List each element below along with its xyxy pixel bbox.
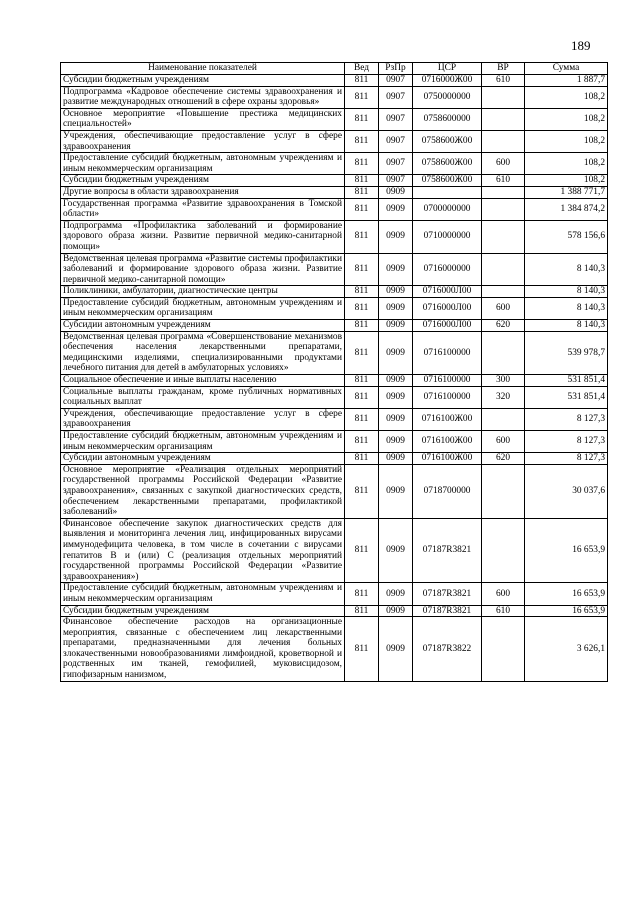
cell-rzpr: 0907 — [379, 175, 413, 187]
cell-vr — [482, 198, 525, 220]
cell-rzpr: 0907 — [379, 75, 413, 87]
cell-name: Учреждения, обеспечивающие предоставление услуг в сфере здравоохранения — [61, 130, 345, 152]
cell-ved: 811 — [345, 297, 379, 319]
cell-name: Предоставление субсидий бюджетным, автономным учреждениям и иным некоммерческим организациям — [61, 431, 345, 453]
header-vr: ВР — [482, 63, 525, 75]
cell-csr: 0718700000 — [413, 464, 482, 518]
table-body — [61, 75, 608, 682]
cell-sum: 8 127,3 — [525, 408, 608, 430]
cell-rzpr: 0909 — [379, 297, 413, 319]
cell-ved: 811 — [345, 617, 379, 682]
cell-sum: 8 140,3 — [525, 320, 608, 332]
cell-name: Основное мероприятие «Реализация отдельных мероприятий государственной программы Российской Федерации «Развитие здравоохранения», связанных с закупкой диагностических средств, обеспечением лекарственными препаратами, профилактикой заболеваний» — [61, 464, 345, 518]
cell-csr: 0758600Ж00 — [413, 175, 482, 187]
cell-csr: 0716000Л00 — [413, 297, 482, 319]
table-row — [61, 431, 608, 453]
cell-ved: 811 — [345, 431, 379, 453]
table-row — [61, 86, 608, 108]
cell-csr: 0758600Ж00 — [413, 153, 482, 175]
cell-sum: 108,2 — [525, 153, 608, 175]
table-row — [61, 375, 608, 387]
cell-vr: 320 — [482, 386, 525, 408]
cell-ved: 811 — [345, 75, 379, 87]
cell-name: Подпрограмма «Кадровое обеспечение системы здравоохранения и развитие международных отношений в сфере охраны здоровья» — [61, 86, 345, 108]
cell-sum: 108,2 — [525, 175, 608, 187]
cell-vr: 600 — [482, 583, 525, 605]
cell-ved: 811 — [345, 86, 379, 108]
cell-vr — [482, 617, 525, 682]
cell-csr — [413, 186, 482, 198]
cell-sum: 16 653,9 — [525, 518, 608, 583]
table-row — [61, 518, 608, 583]
cell-rzpr: 0909 — [379, 331, 413, 374]
cell-sum: 8 140,3 — [525, 286, 608, 298]
cell-ved: 811 — [345, 130, 379, 152]
cell-vr: 610 — [482, 175, 525, 187]
cell-name: Финансовое обеспечение закупок диагностических средств для выявления и мониторинга лечения лиц, инфицированных вирусами иммунодефицита человека, в том числе в сочетании с вирусами гепатитов B и (или) C (реализация отдельных мероприятий государственной программы Российской Федерации «Развитие здравоохранения») — [61, 518, 345, 583]
cell-sum: 8 127,3 — [525, 453, 608, 465]
cell-csr: 0716000Л00 — [413, 320, 482, 332]
cell-ved: 811 — [345, 220, 379, 253]
cell-name: Субсидии автономным учреждениям — [61, 320, 345, 332]
table-row — [61, 297, 608, 319]
cell-name: Поликлиники, амбулатории, диагностические центры — [61, 286, 345, 298]
cell-ved: 811 — [345, 320, 379, 332]
cell-sum: 531 851,4 — [525, 375, 608, 387]
cell-rzpr: 0909 — [379, 605, 413, 617]
cell-csr: 07187R3821 — [413, 583, 482, 605]
cell-vr — [482, 253, 525, 286]
cell-rzpr: 0909 — [379, 198, 413, 220]
cell-csr: 07187R3821 — [413, 518, 482, 583]
header-rzpr: РзПр — [379, 63, 413, 75]
cell-sum: 3 626,1 — [525, 617, 608, 682]
cell-sum: 16 653,9 — [525, 605, 608, 617]
cell-csr: 0716100Ж00 — [413, 431, 482, 453]
cell-name: Субсидии бюджетным учреждениям — [61, 75, 345, 87]
cell-vr — [482, 331, 525, 374]
cell-ved: 811 — [345, 408, 379, 430]
cell-csr: 0700000000 — [413, 198, 482, 220]
cell-vr: 600 — [482, 153, 525, 175]
cell-vr — [482, 130, 525, 152]
cell-sum: 1 887,7 — [525, 75, 608, 87]
cell-rzpr: 0907 — [379, 108, 413, 130]
cell-rzpr: 0909 — [379, 186, 413, 198]
cell-rzpr: 0909 — [379, 386, 413, 408]
cell-sum: 108,2 — [525, 108, 608, 130]
table-row — [61, 186, 608, 198]
cell-name: Другие вопросы в области здравоохранения — [61, 186, 345, 198]
cell-rzpr: 0909 — [379, 453, 413, 465]
cell-vr — [482, 286, 525, 298]
cell-csr: 0710000000 — [413, 220, 482, 253]
cell-sum: 8 140,3 — [525, 253, 608, 286]
table-row — [61, 408, 608, 430]
cell-csr: 0716100000 — [413, 386, 482, 408]
header-sum: Сумма — [525, 63, 608, 75]
cell-sum: 108,2 — [525, 130, 608, 152]
cell-name: Социальное обеспечение и иные выплаты населению — [61, 375, 345, 387]
cell-vr — [482, 518, 525, 583]
cell-vr: 300 — [482, 375, 525, 387]
page-number: 189 — [571, 38, 591, 53]
cell-ved: 811 — [345, 375, 379, 387]
cell-ved: 811 — [345, 331, 379, 374]
cell-ved: 811 — [345, 108, 379, 130]
cell-rzpr: 0909 — [379, 375, 413, 387]
table-row — [61, 108, 608, 130]
table-row — [61, 130, 608, 152]
cell-vr: 600 — [482, 297, 525, 319]
cell-name: Предоставление субсидий бюджетным, автономным учреждениям и иным некоммерческим организациям — [61, 153, 345, 175]
table-row — [61, 198, 608, 220]
cell-name: Субсидии бюджетным учреждениям — [61, 605, 345, 617]
cell-rzpr: 0909 — [379, 220, 413, 253]
cell-sum: 8 127,3 — [525, 431, 608, 453]
budget-table — [60, 62, 608, 682]
cell-name: Подпрограмма «Профилактика заболеваний и формирование здорового образа жизни. Развитие первичной медико-санитарной помощи» — [61, 220, 345, 253]
cell-vr — [482, 86, 525, 108]
cell-vr — [482, 464, 525, 518]
cell-name: Основное мероприятие «Повышение престижа медицинских специальностей» — [61, 108, 345, 130]
table-row — [61, 583, 608, 605]
cell-vr: 610 — [482, 605, 525, 617]
header-csr: ЦСР — [413, 63, 482, 75]
cell-csr: 0758600000 — [413, 108, 482, 130]
table-header-row — [61, 63, 608, 75]
cell-csr: 0716000Л00 — [413, 286, 482, 298]
table-row — [61, 175, 608, 187]
cell-csr: 0758600Ж00 — [413, 130, 482, 152]
header-name: Наименование показателей — [61, 63, 345, 75]
cell-rzpr: 0909 — [379, 408, 413, 430]
cell-ved: 811 — [345, 518, 379, 583]
cell-name: Ведомственная целевая программа «Совершенствование механизмов обеспечения населения лекарственными препаратами, медицинскими изделиями, специализированными продуктами лечебного питания для детей в амбулаторных условиях» — [61, 331, 345, 374]
cell-name: Государственная программа «Развитие здравоохранения в Томской области» — [61, 198, 345, 220]
cell-sum: 8 140,3 — [525, 297, 608, 319]
cell-csr: 0716100Ж00 — [413, 408, 482, 430]
cell-sum: 1 388 771,7 — [525, 186, 608, 198]
cell-csr: 0750000000 — [413, 86, 482, 108]
cell-rzpr: 0909 — [379, 518, 413, 583]
cell-rzpr: 0909 — [379, 320, 413, 332]
cell-ved: 811 — [345, 583, 379, 605]
cell-vr — [482, 408, 525, 430]
cell-rzpr: 0907 — [379, 86, 413, 108]
cell-csr: 07187R3822 — [413, 617, 482, 682]
table-row — [61, 75, 608, 87]
table-row — [61, 453, 608, 465]
cell-sum: 539 978,7 — [525, 331, 608, 374]
cell-ved: 811 — [345, 253, 379, 286]
cell-rzpr: 0909 — [379, 286, 413, 298]
cell-rzpr: 0907 — [379, 130, 413, 152]
cell-sum: 108,2 — [525, 86, 608, 108]
cell-sum: 578 156,6 — [525, 220, 608, 253]
cell-name: Финансовое обеспечение расходов на организационные мероприятия, связанные с обеспечением лиц лекарственными препаратами, предназначенными для лечения больных злокачественными новообразованиями лимфоидной, кроветворной и родственных им тканей, гемофилией, муковисцидозом, гипофизарным нанизмом, — [61, 617, 345, 682]
cell-vr: 620 — [482, 320, 525, 332]
cell-ved: 811 — [345, 175, 379, 187]
table-row — [61, 464, 608, 518]
cell-name: Предоставление субсидий бюджетным, автономным учреждениям и иным некоммерческим организациям — [61, 583, 345, 605]
cell-name: Ведомственная целевая программа «Развитие системы профилактики заболеваний и формирование здорового образа жизни. Развитие первичной медико-санитарной помощи» — [61, 253, 345, 286]
cell-vr — [482, 186, 525, 198]
table-row — [61, 605, 608, 617]
cell-name: Предоставление субсидий бюджетным, автономным учреждениям и иным некоммерческим организациям — [61, 297, 345, 319]
table-row — [61, 617, 608, 682]
cell-rzpr: 0909 — [379, 617, 413, 682]
cell-ved: 811 — [345, 286, 379, 298]
cell-rzpr: 0909 — [379, 431, 413, 453]
cell-ved: 811 — [345, 386, 379, 408]
cell-ved: 811 — [345, 186, 379, 198]
table-row — [61, 286, 608, 298]
cell-rzpr: 0909 — [379, 253, 413, 286]
cell-sum: 1 384 874,2 — [525, 198, 608, 220]
cell-name: Субсидии автономным учреждениям — [61, 453, 345, 465]
table-row — [61, 220, 608, 253]
table-row — [61, 153, 608, 175]
cell-csr: 0716000000 — [413, 253, 482, 286]
cell-name: Учреждения, обеспечивающие предоставление услуг в сфере здравоохранения — [61, 408, 345, 430]
cell-name: Субсидии бюджетным учреждениям — [61, 175, 345, 187]
cell-rzpr: 0907 — [379, 153, 413, 175]
cell-sum: 16 653,9 — [525, 583, 608, 605]
cell-csr: 0716000Ж00 — [413, 75, 482, 87]
cell-vr: 610 — [482, 75, 525, 87]
cell-ved: 811 — [345, 198, 379, 220]
cell-rzpr: 0909 — [379, 464, 413, 518]
cell-vr: 600 — [482, 431, 525, 453]
table-row — [61, 331, 608, 374]
cell-ved: 811 — [345, 464, 379, 518]
cell-sum: 531 851,4 — [525, 386, 608, 408]
cell-vr — [482, 108, 525, 130]
cell-vr: 620 — [482, 453, 525, 465]
cell-ved: 811 — [345, 153, 379, 175]
header-ved: Вед — [345, 63, 379, 75]
cell-rzpr: 0909 — [379, 583, 413, 605]
cell-sum: 30 037,6 — [525, 464, 608, 518]
cell-csr: 07187R3821 — [413, 605, 482, 617]
cell-csr: 0716100000 — [413, 331, 482, 374]
table-row — [61, 320, 608, 332]
cell-name: Социальные выплаты гражданам, кроме публичных нормативных социальных выплат — [61, 386, 345, 408]
cell-ved: 811 — [345, 605, 379, 617]
table-row — [61, 253, 608, 286]
cell-csr: 0716100Ж00 — [413, 453, 482, 465]
cell-csr: 0716100000 — [413, 375, 482, 387]
table-row — [61, 386, 608, 408]
cell-vr — [482, 220, 525, 253]
cell-ved: 811 — [345, 453, 379, 465]
